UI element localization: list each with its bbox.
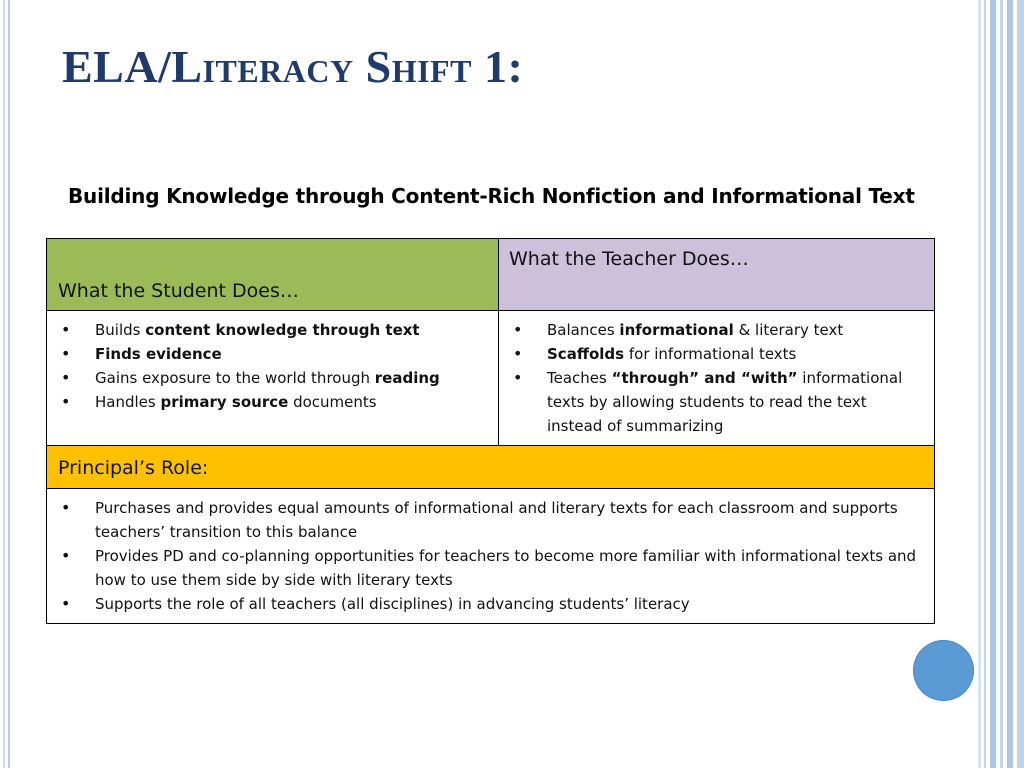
list-item: • Provides PD and co-planning opportunities for teachers to become more familiar with informational texts and how to use them side by side with literary texts <box>55 544 924 592</box>
left-border-decoration <box>0 0 10 768</box>
circle-decoration <box>913 640 974 701</box>
principal-items-cell <box>47 489 935 624</box>
teacher-header: What the Teacher Does… <box>509 248 749 270</box>
principal-header: Principal’s Role: <box>58 457 209 479</box>
list-item: • Balances informational & literary text <box>507 318 924 342</box>
list-item: • Handles primary source documents <box>55 390 488 414</box>
principal-header-cell <box>47 446 935 489</box>
list-item: • Finds evidence <box>55 342 488 366</box>
list-item: • Gains exposure to the world through reading <box>55 366 488 390</box>
student-list <box>47 311 498 421</box>
teacher-header-cell <box>499 239 935 311</box>
slide-title: ELA/Literacy Shift 1: <box>62 41 524 92</box>
student-header: What the Student Does… <box>58 280 299 302</box>
list-item: • Supports the role of all teachers (all disciplines) in advancing students’ literacy <box>55 592 924 616</box>
list-item: • Scaffolds for informational texts <box>507 342 924 366</box>
slide-subtitle: Building Knowledge through Content-Rich Nonfiction and Informational Text <box>68 184 915 208</box>
right-stripes-decoration <box>978 0 1024 768</box>
principal-list <box>47 489 934 623</box>
student-header-cell <box>47 239 499 311</box>
list-item: • Teaches “through” and “with” informational texts by allowing students to read the text instead of summarizing <box>507 366 924 438</box>
shift-table <box>46 238 935 624</box>
teacher-list <box>499 311 934 445</box>
list-item: • Purchases and provides equal amounts of informational and literary texts for each classroom and supports teachers’ transition to this balance <box>55 496 924 544</box>
teacher-items-cell <box>499 311 935 446</box>
student-items-cell <box>47 311 499 446</box>
list-item: • Builds content knowledge through text <box>55 318 488 342</box>
